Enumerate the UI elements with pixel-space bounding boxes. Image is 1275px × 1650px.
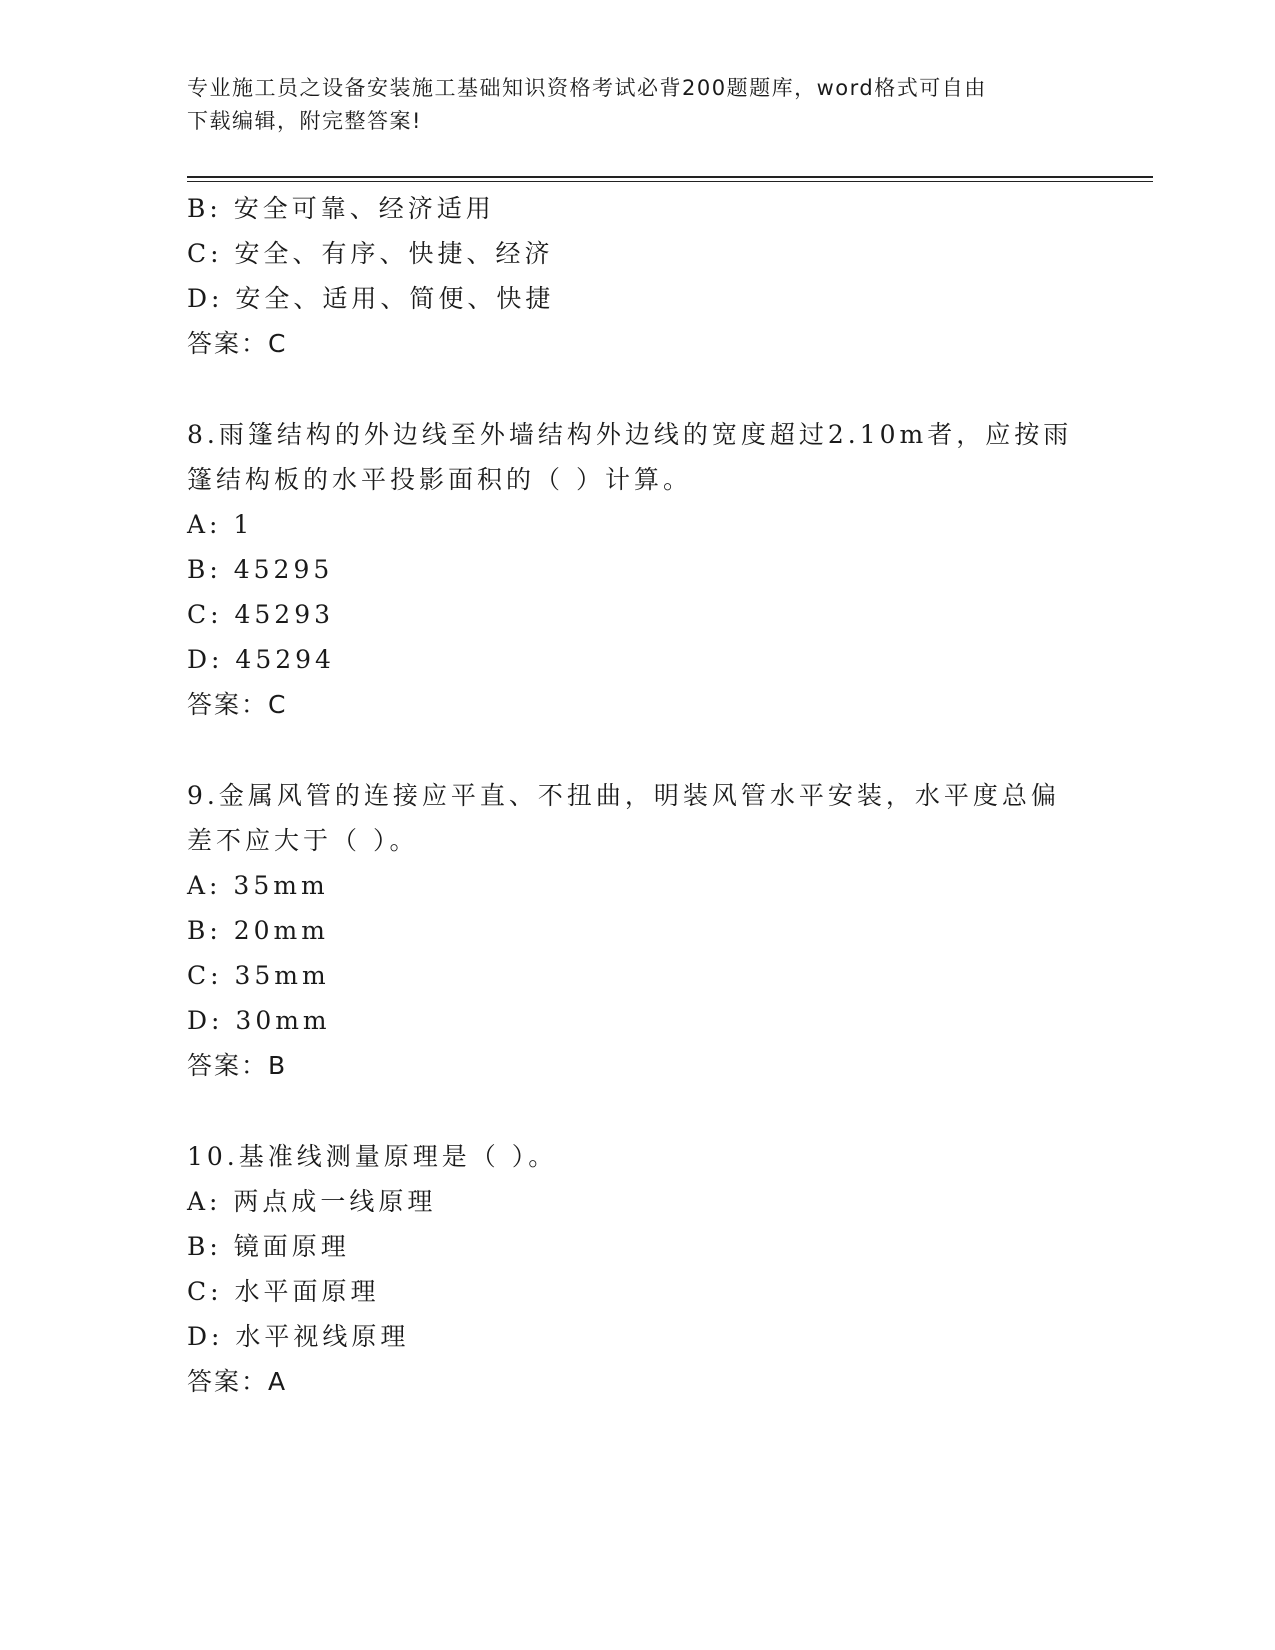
q9-option-d: D: 30mm [187,1006,331,1035]
q8-answer: 答案：C [187,690,288,719]
q8-option-a: A: 1 [187,510,254,539]
document-header [187,72,1067,138]
q9-stem-line-2: 差不应大于（ ）。 [187,826,419,855]
q10-answer: 答案：A [187,1367,288,1396]
q7-answer: 答案：C [187,329,288,358]
q10-option-d: D: 水平视线原理 [187,1322,410,1351]
q10-stem-line-1: 10.基准线测量原理是（ ）。 [187,1142,558,1171]
header-rule-thick [187,176,1153,178]
q8-option-c: C: 45293 [187,600,335,629]
q7-option-d: D: 安全、适用、简便、快捷 [187,284,555,313]
q10-option-c: C: 水平面原理 [187,1277,380,1306]
q9-option-c: C: 35mm [187,961,330,990]
q8-option-d: D: 45294 [187,645,335,674]
header-line-2: 下载编辑，附完整答案! [187,109,422,133]
q9-option-a: A: 35mm [187,871,329,900]
q9-stem-line-1: 9.金属风管的连接应平直、不扭曲，明装风管水平安装，水平度总偏 [187,781,1060,810]
q10-option-b: B: 镜面原理 [187,1232,350,1261]
q9-option-b: B: 20mm [187,916,329,945]
q8-stem-line-1: 8.雨篷结构的外边线至外墙结构外边线的宽度超过2.10m者，应按雨 [187,420,1073,449]
q9-answer: 答案：B [187,1051,288,1080]
q8-stem-line-2: 篷结构板的水平投影面积的（ ）计算。 [187,465,692,494]
q10-option-a: A: 两点成一线原理 [187,1187,437,1216]
q7-option-b: B: 安全可靠、经济适用 [187,194,495,223]
header-line-1: 专业施工员之设备安装施工基础知识资格考试必背200题题库，word格式可自由 [187,76,987,100]
q8-option-b: B: 45295 [187,555,334,584]
header-rule-thin [187,181,1153,182]
q7-option-c: C: 安全、有序、快捷、经济 [187,239,554,268]
